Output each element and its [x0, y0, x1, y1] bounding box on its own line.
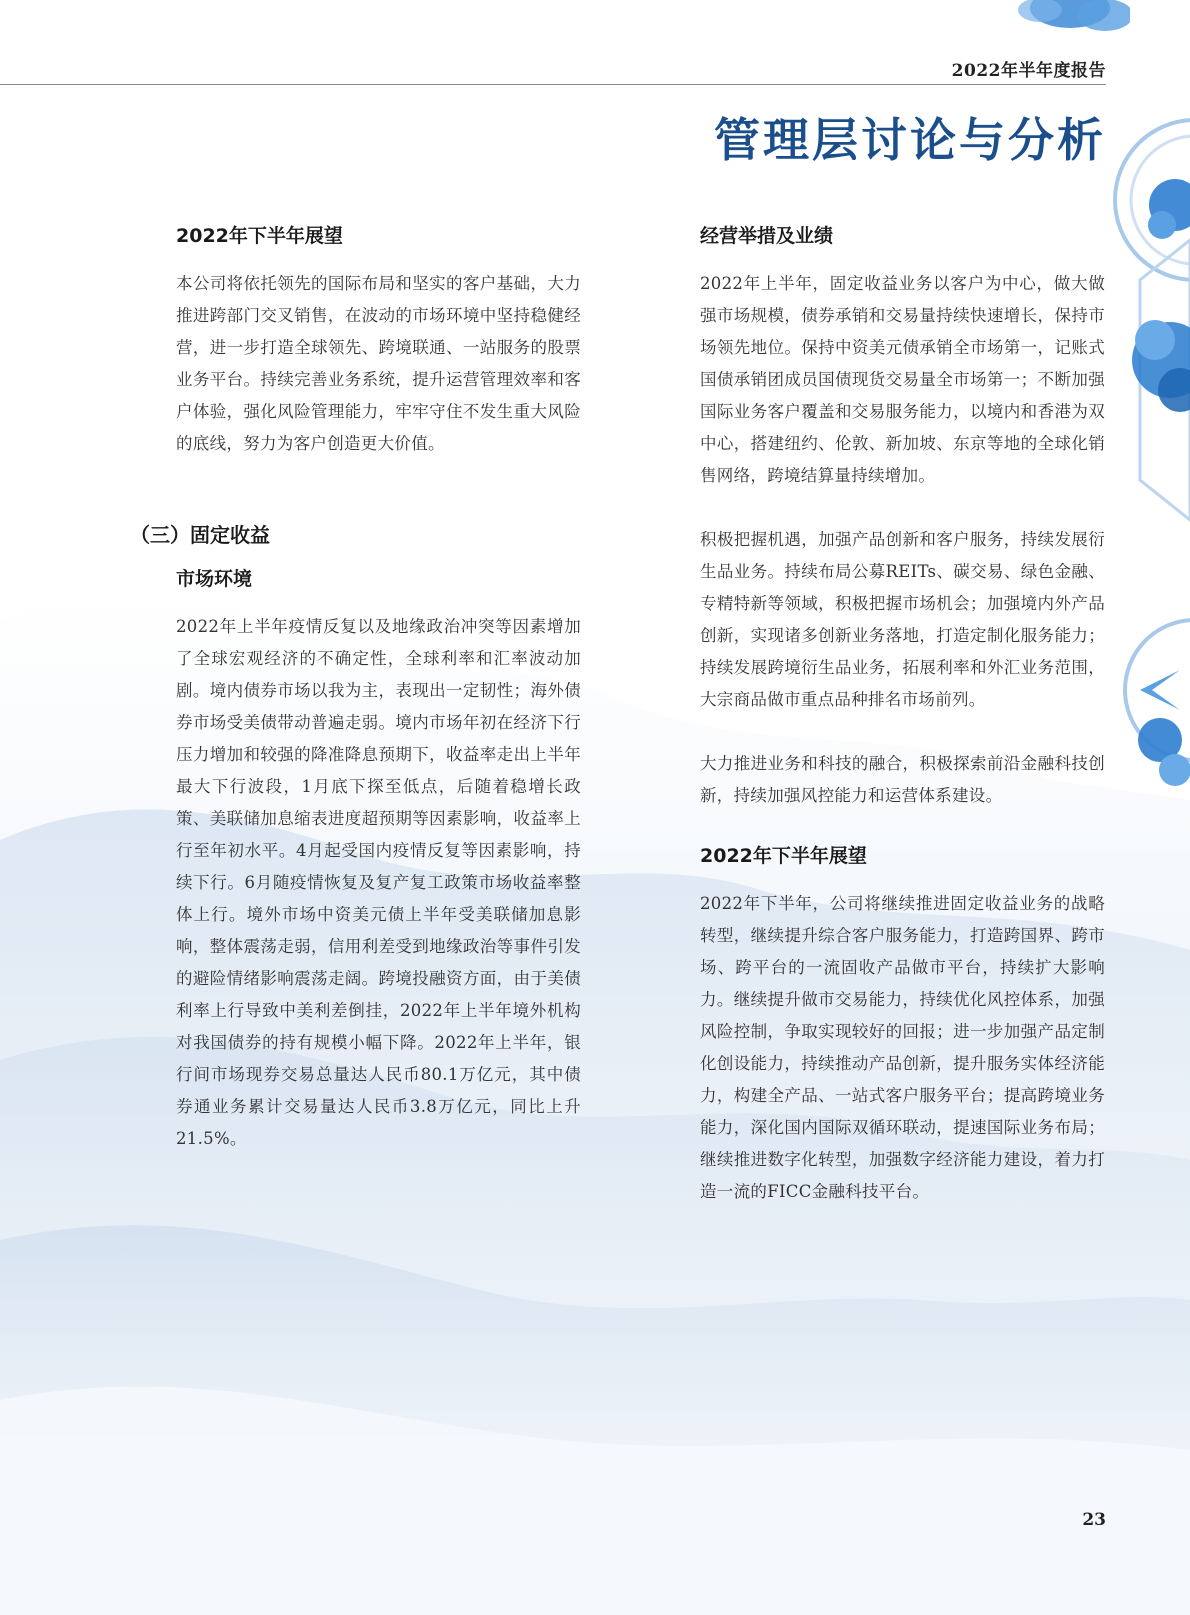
report-label: 2022年半年度报告 [951, 61, 1106, 81]
market-section [176, 565, 581, 1155]
fixed-income-outlook-text: 2022年下半年，公司将继续推进固定收益业务的战略转型，继续提升综合客户服务能力，打造跨国界、跨市场、跨平台的一流固收产品做市平台，持续扩大影响力。继续提升做市交易能力，持续优化风控体系，加强风险控制，争取实现较好的回报；进一步加强产品定制化创设能力，持续推动产品创新，提升服务实体经济能力，构建全产品、一站式客户服务平台；提高跨境业务能力，深化国内国际双循环联动，提速国际业务布局；继续推进数字化转型，加强数字经济能力建设，着力打造一流的FICC金融科技平台。 [700, 894, 1105, 1201]
equity-outlook-heading: 2022年下半年展望 [176, 225, 343, 247]
market-heading: 市场环境 [176, 568, 253, 590]
page-number: 23 [1082, 1510, 1106, 1530]
ops-text-2: 积极把握机遇，加强产品创新和客户服务，持续发展衍生品业务。持续布局公募REITs、碳交易、绿色金融、专精特新等领域，积极把握市场机会；加强境内外产品创新，实现诸多创新业务落地，打造定制化服务能力；持续发展跨境衍生品业务，拓展利率和外汇业务范围，大宗商品做市重点品种排名市场前列。 [700, 530, 1105, 709]
header-rule [0, 84, 1106, 85]
fixed-income-heading: （三）固定收益 [130, 523, 270, 547]
left-column [176, 222, 581, 460]
ops-text-3: 大力推进业务和科技的融合，积极探索前沿金融科技创新，持续加强风控能力和运营体系建设。 [700, 754, 1105, 805]
porcelain-ornament [1100, 0, 1190, 820]
ops-text-1: 2022年上半年，固定收益业务以客户为中心，做大做强市场规模，债券承销和交易量持续快速增长，保持市场领先地位。保持中资美元债承销全市场第一，记账式国债承销团成员国债现货交易量全市场第一；不断加强国际业务客户覆盖和交易服务能力，以境内和香港为双中心，搭建纽约、伦敦、新加坡、东京等地的全球化销售网络，跨境结算量持续增加。 [700, 274, 1105, 485]
ops-heading: 经营举措及业绩 [700, 225, 834, 247]
fixed-income-outlook-heading: 2022年下半年展望 [700, 845, 867, 867]
equity-outlook-text: 本公司将依托领先的国际布局和坚实的客户基础，大力推进跨部门交叉销售，在波动的市场环境中坚持稳健经营，进一步打造全球领先、跨境联通、一站服务的股票业务平台。持续完善业务系统，提升运营管理效率和客户体验，强化风险管理能力，牢牢守住不发生重大风险的底线，努力为客户创造更大价值。 [176, 274, 581, 453]
market-text: 2022年上半年疫情反复以及地缘政治冲突等因素增加了全球宏观经济的不确定性，全球利率和汇率波动加剧。境内债券市场以我为主，表现出一定韧性；海外债券市场受美债带动普遍走弱。境内市场年初在经济下行压力增加和较强的降准降息预期下，收益率走出上半年最大下行波段，1月底下探至低点，后随着稳增长政策、美联储加息缩表进度超预期等因素影响，收益率上行至年初水平。4月起受国内疫情反复等因素影响，持续下行。6月随疫情恢复及复产复工政策市场收益率整体上行。境外市场中资美元债上半年受美联储加息影响，整体震荡走弱，信用利差受到地缘政治等事件引发的避险情绪影响震荡走阔。跨境投融资方面，由于美债利率上行导致中美利差倒挂，2022年上半年境外机构对我国债券的持有规模小幅下降。2022年上半年，银行间市场现券交易总量达人民币80.1万亿元，其中债券通业务累计交易量达人民币3.8万亿元，同比上升21.5%。 [176, 617, 581, 1148]
right-column [700, 222, 1105, 1208]
page-title: 管理层讨论与分析 [714, 113, 1106, 167]
